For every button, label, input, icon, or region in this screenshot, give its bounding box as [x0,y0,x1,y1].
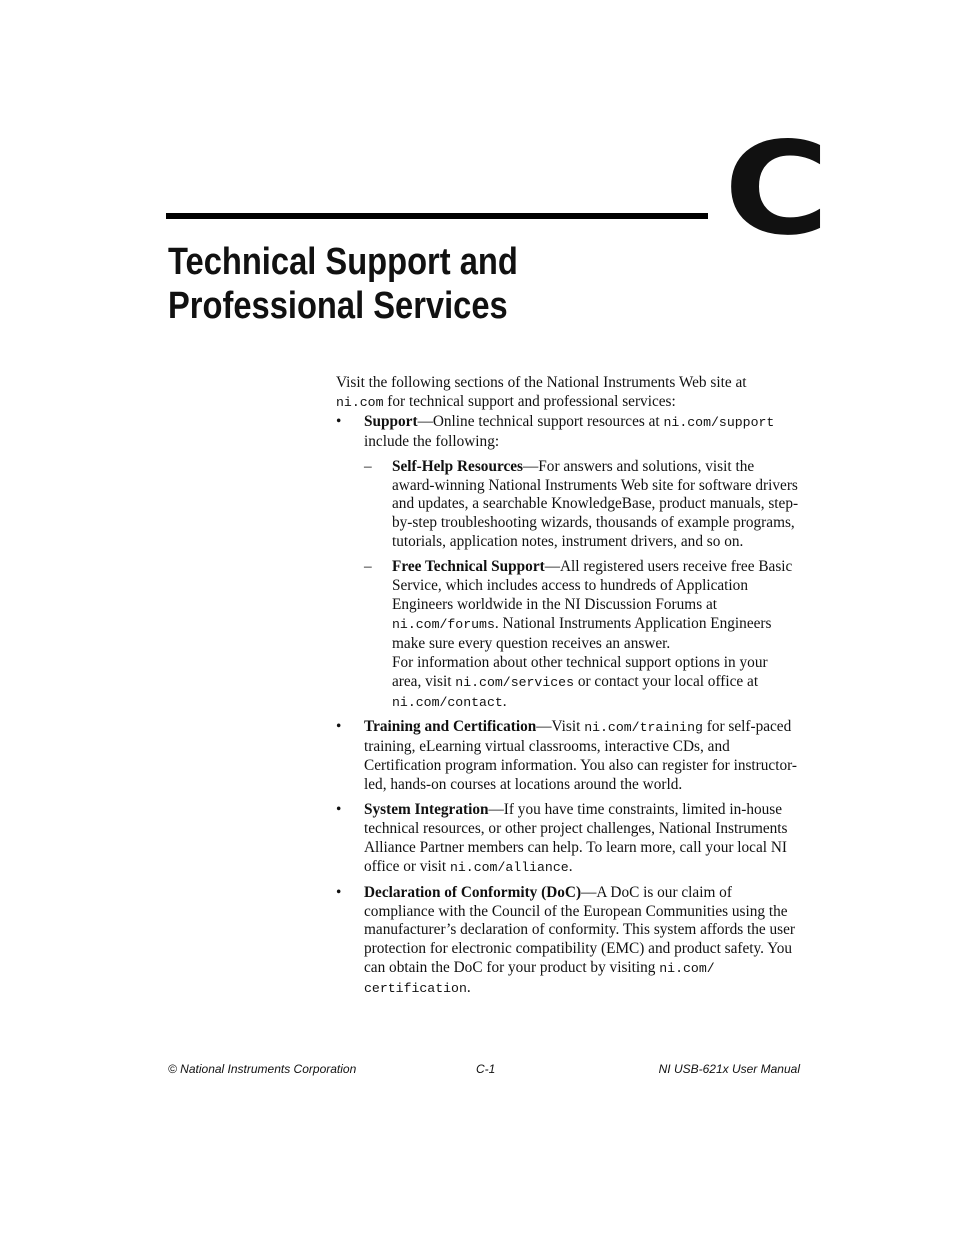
forums-link[interactable]: ni.com/forums [392,616,495,632]
more-info-text: For information about other technical support options in your area, visit [392,653,768,690]
page-title [168,240,518,328]
footer-manual-title: NI USB-621x User Manual [658,1062,800,1076]
intro-text: Visit the following sections of the National Instruments Web site at [336,374,747,391]
more-info-text-2: or contact your local office at [574,672,759,690]
integration-paragraph [364,801,800,878]
free-support-text: —All registered users receive free Basic Service, which includes access to hundreds of Application Engineers worldwide in the NI Discussion Forums at [392,558,793,613]
services-link[interactable]: ni.com/services [455,674,575,690]
bullet-mark: • [336,412,342,430]
support-link[interactable]: ni.com/support [663,414,775,430]
body-content [336,374,800,1005]
support-term: Support [364,412,418,430]
training-item [336,718,800,795]
support-paragraph [364,413,800,452]
contact-link[interactable]: ni.com/contact [392,694,503,710]
conformity-item [336,884,800,999]
self-help-item [364,458,800,553]
title-rule [166,213,708,219]
more-info-text-3: . [502,692,507,710]
alliance-link[interactable]: ni.com/alliance [449,859,569,875]
self-help-paragraph [392,458,800,553]
footer-copyright: © National Instruments Corporation [168,1062,357,1076]
conformity-term: Declaration of Conformity (DoC) [364,883,582,901]
self-help-term: Self-Help Resources [392,457,523,475]
training-text-2: for self-paced training, eLearning virtual classrooms, interactive CDs, and Certification program information. You also can register for instructor-led, hands-on courses at locations around the world. [364,718,797,794]
certification-link[interactable]: ni.com/ certification [364,961,715,997]
free-support-text-2: . National Instruments Application Engineers make sure every question receives an answer. [392,614,772,652]
conformity-paragraph [364,884,800,999]
more-info-paragraph [364,654,800,713]
bullet-mark: • [336,718,342,736]
support-text-2: include the following: [364,432,500,450]
page-footer [168,1062,800,1078]
integration-item [336,801,800,878]
dash-mark: – [364,457,372,475]
training-term: Training and Certification [364,718,537,736]
support-item [336,413,800,713]
page-title-line-1: Technical Support and [168,241,518,283]
page-title-line-2: Professional Services [168,285,508,327]
integration-text-2: . [568,857,573,875]
support-text: —Online technical support resources at [417,412,664,430]
training-link[interactable]: ni.com/training [584,720,703,736]
integration-term: System Integration [364,801,489,819]
footer-page-number: C-1 [476,1062,496,1076]
free-support-item [364,558,800,654]
dash-mark: – [364,558,372,576]
bullet-mark: • [336,801,342,819]
intro-paragraph [336,374,800,413]
integration-text: —If you have time constraints, limited in-house technical resources, or other project challenges, National Instruments Alliance Partner members can help. To learn more, call your local NI office or visit [364,801,788,875]
conformity-text-2: . [466,979,471,997]
appendix-letter: C [724,115,825,264]
free-support-paragraph [392,558,800,654]
bullet-mark: • [336,883,342,901]
intro-text-2: for technical support and professional services: [383,392,676,410]
self-help-text: —For answers and solutions, visit the award-winning National Instruments Web site for software drivers and updates, a searchable KnowledgeBase, product manuals, step-by-step troubleshooting wizards, thousands of example programs, tutorials, application notes, instrument drivers, and so on. [392,457,799,551]
conformity-text: —A DoC is our claim of compliance with the Council of the European Communities using the manufacturer’s declaration of conformity. This system affords the user protection for electronic compatibility (EMC) and product safety. You can obtain the DoC for your product by visiting [364,883,796,977]
free-support-term: Free Technical Support [392,558,545,576]
training-paragraph [364,718,800,795]
training-text: —Visit [536,718,585,736]
site-link[interactable]: ni.com [336,394,384,410]
